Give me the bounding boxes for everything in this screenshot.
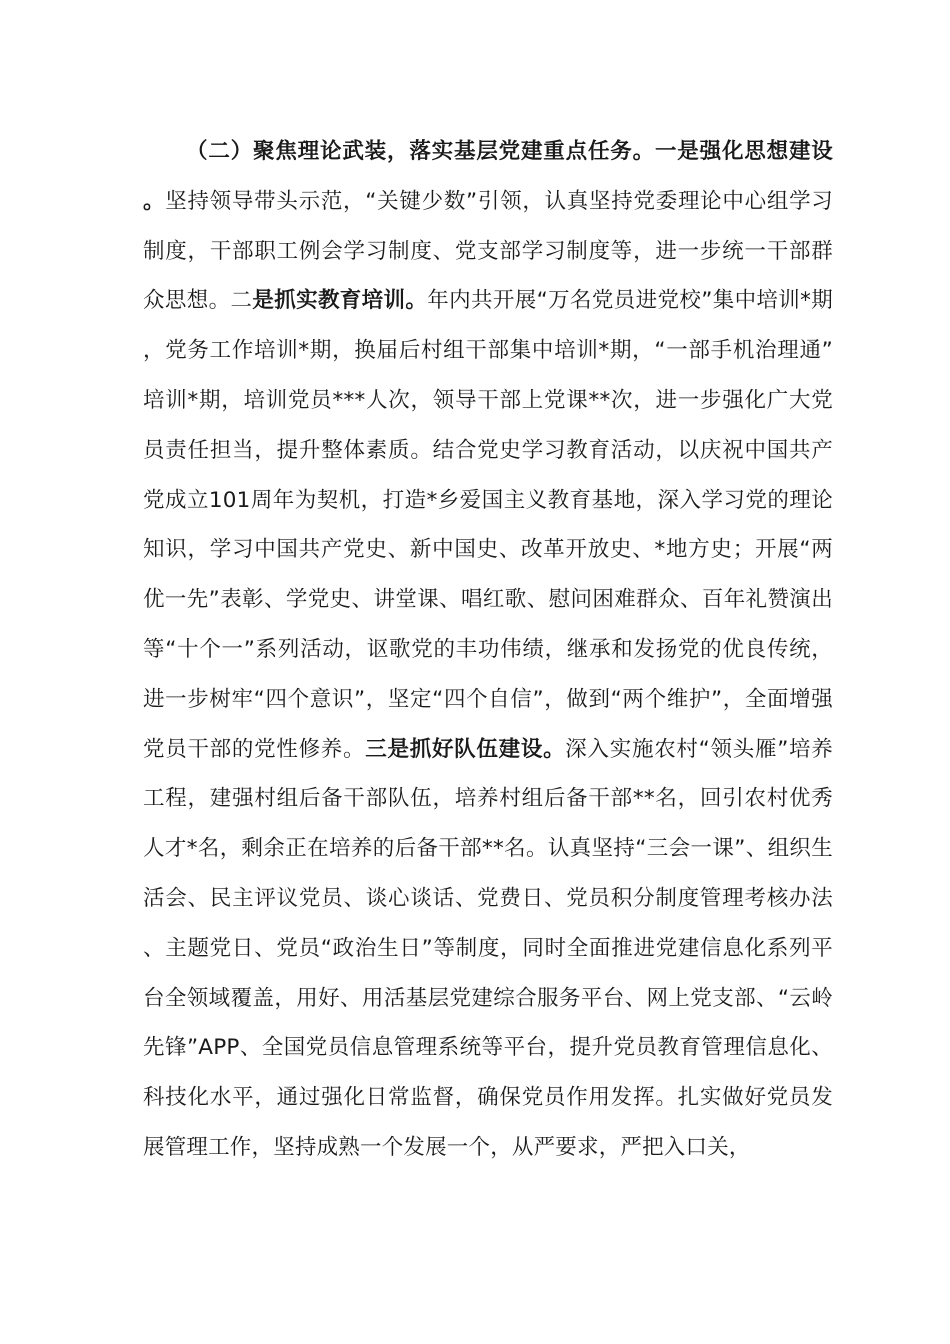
text-team-building: 深入实施农村“领头雁”培养工程，建强村组后备干部队伍，培养村组后备干部**名，回引农村优秀人才*名，剩余正在培养的后备干部**名。认真坚持“三会一课”、组织生活会、民主评议党员、谈心谈话、党费日、党员积分制度管理考核办法、主题党日、党员“政治生日”等制度，同时全面推进党建信息化系列平台全领域覆盖，用好、用活基层党建综合服务平台、网上党支部、“云岭先锋”APP、全国党员信息管理系统等平台，提升党员教育管理信息化、科技化水平，通过强化日常监督，确保党员作用发挥。扎实做好党员发展管理工作，坚持成熟一个发展一个，从严要求，严把入口关，	[143, 736, 833, 1160]
text-thought-building: 坚持领导带头示范，“关键少数”引领，认真坚持党委理论中心组学习制度，干部职工例会学习制度、党支部学习制度等，进一步统一干部群众思想。	[143, 188, 834, 314]
text-ordinal-two: 二	[230, 288, 253, 314]
subheading-team-building: 三是抓好队伍建设。	[365, 736, 566, 762]
section-heading: （二）聚焦理论武装，落实基层党建重点任务。	[186, 139, 655, 164]
text-education-training: 年内共开展“万名党员进党校”集中培训*期，党务工作培训*期，换届后村组干部集中培训*期，“一部手机治理通”培训*期，培训党员***人次，领导干部上党课**次，进一步强化广大党员责任担当，提升整体素质。结合党史学习教育活动，以庆祝中国共产党成立101周年为契机，打造*乡爱国主义教育基地，深入学习党的理论知识，学习中国共产党史、新中国史、改革开放史、*地方史；开展“两优一先”表彰、学党史、讲堂课、唱红歌、慰问困难群众、百年礼赞演出等“十个一”系列活动，讴歌党的丰功伟绩，继承和发扬党的优良传统，进一步树牢“四个意识”，坚定“四个自信”，做到“两个维护”，全面增强党员干部的党性修养。	[143, 288, 833, 762]
subheading-thought-building: 一是强化思想建设。	[143, 139, 833, 214]
body-paragraph	[143, 127, 833, 1173]
subheading-education-training: 是抓实教育培训。	[252, 288, 428, 314]
